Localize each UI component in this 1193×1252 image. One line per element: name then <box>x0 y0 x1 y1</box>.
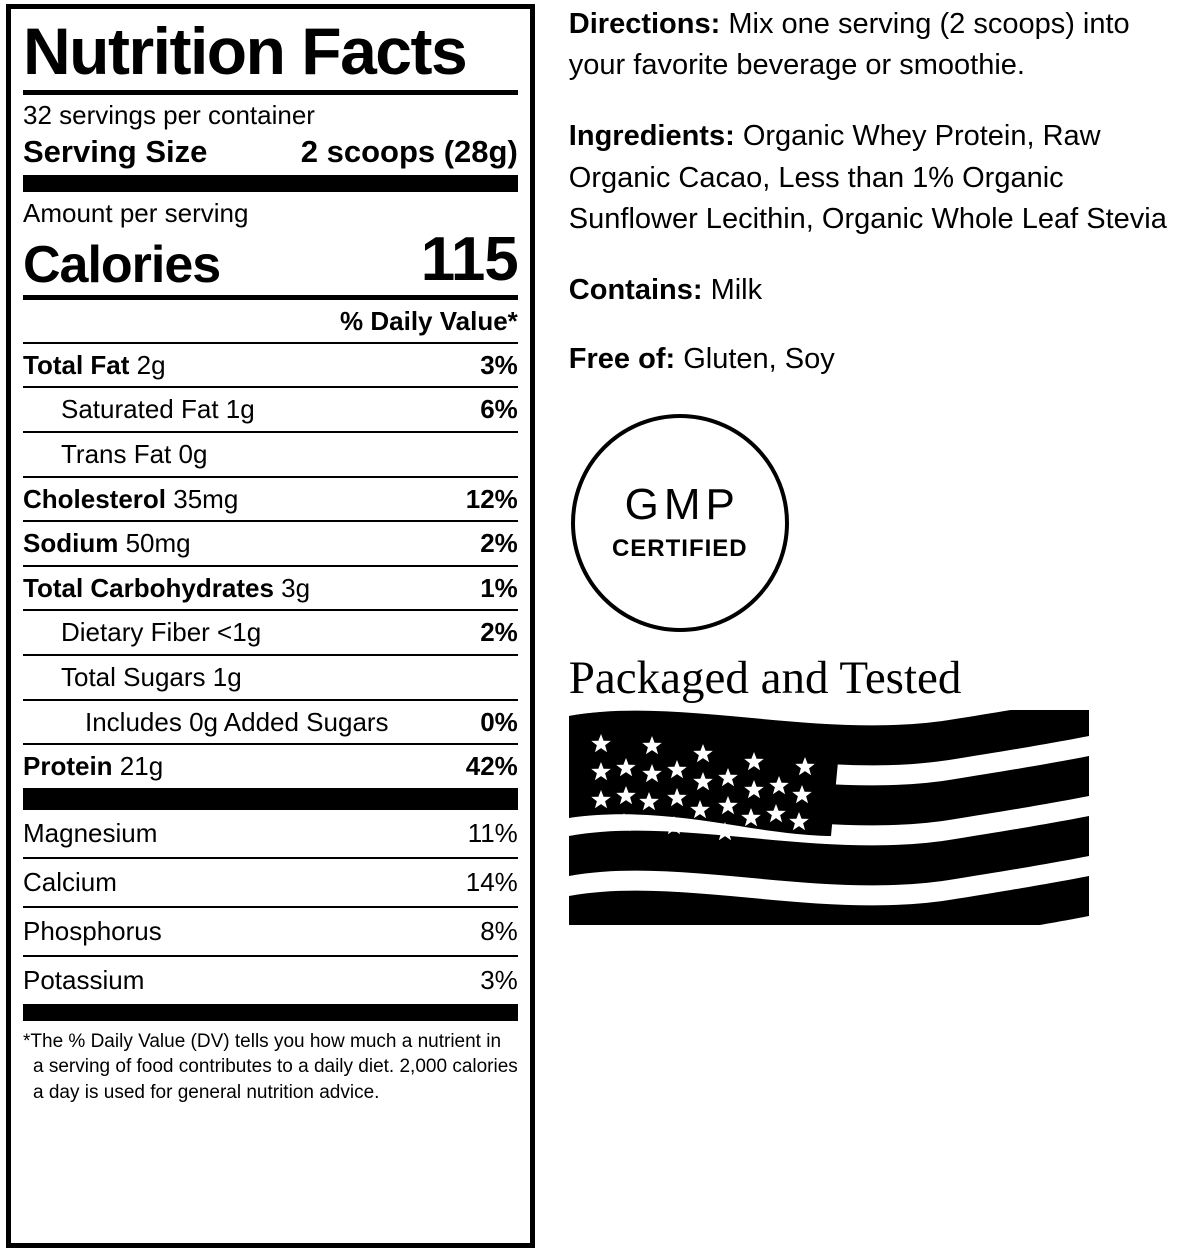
ingredients-text: Organic Whey Protein, Raw Organic Cacao, Less than 1% Organic Sunflower Lecithin, Organic Whole Leaf Stevia <box>568 120 1167 235</box>
mineral-row <box>23 906 518 955</box>
usa-flag-graphic <box>569 710 1089 925</box>
nutrient-label <box>23 529 470 558</box>
gmp-certified-badge <box>571 414 789 632</box>
footnote <box>23 1021 518 1106</box>
nutrient-rows <box>23 342 518 788</box>
nutrient-label <box>23 752 456 781</box>
mineral-name: Phosphorus <box>23 915 162 946</box>
nutrient-name: Total Fat <box>23 349 130 380</box>
nutrient-amount: 35mg <box>166 483 239 514</box>
nutrient-amount: 50mg <box>118 528 191 559</box>
mineral-name: Calcium <box>23 866 117 897</box>
mineral-daily-value: 3% <box>480 964 518 995</box>
nutrient-daily-value: 1% <box>480 572 518 603</box>
nutrient-daily-value: 2% <box>480 617 518 648</box>
nutrient-label <box>23 618 470 647</box>
nutrient-amount: 2g <box>129 349 166 380</box>
nutrient-amount: 3g <box>273 572 311 603</box>
calories-row <box>23 224 518 295</box>
contains-label: Contains: <box>568 273 703 306</box>
nutrient-amount: 1g <box>218 394 255 425</box>
nutrient-daily-value: 0% <box>480 706 518 737</box>
calories-value: 115 <box>420 224 518 294</box>
nutrient-row <box>23 699 518 744</box>
nutrition-facts-title: Nutrition Facts <box>23 14 467 88</box>
gmp-badge-wrapper <box>571 414 1191 632</box>
free-of-text: Gluten, Soy <box>675 343 835 376</box>
nutrient-amount: 0g <box>171 438 208 469</box>
contains-paragraph <box>569 270 1191 311</box>
nutrient-label <box>23 708 470 737</box>
nutrient-row <box>23 476 518 521</box>
nutrient-row <box>23 520 518 565</box>
nutrient-label <box>23 574 470 603</box>
divider-thick-top <box>23 175 518 192</box>
serving-size-row <box>23 132 518 175</box>
nutrient-row <box>23 342 518 387</box>
nutrient-label <box>23 485 456 514</box>
nutrient-daily-value: 42% <box>465 751 518 782</box>
nutrient-daily-value: 12% <box>465 483 518 514</box>
servings-per-container: 32 servings per container <box>23 100 315 131</box>
footnote-line-3: a day is used for general nutrition advice. <box>33 1082 380 1104</box>
footnote-line-2: a serving of food contributes to a daily diet. 2,000 calories <box>33 1056 518 1078</box>
nutrient-daily-value: 3% <box>480 349 518 380</box>
mineral-row <box>23 810 518 857</box>
mineral-name: Potassium <box>23 964 145 995</box>
packaged-and-tested-title: Packaged and Tested <box>568 652 962 705</box>
amount-per-serving-label: Amount per serving <box>23 197 249 228</box>
serving-size-label: Serving Size <box>23 133 208 169</box>
nutrient-label <box>23 395 470 424</box>
directions-text: Mix one serving (2 scoops) into your favorite beverage or smoothie. <box>568 8 1130 82</box>
divider-thick-bottom <box>23 788 518 810</box>
serving-size-value: 2 scoops (28g) <box>300 133 518 169</box>
nutrient-name: Saturated Fat <box>61 394 219 425</box>
nutrition-facts-panel <box>6 4 535 1248</box>
nutrient-row <box>23 431 518 476</box>
nutrient-row <box>23 386 518 431</box>
nutrient-row <box>23 654 518 699</box>
nutrient-amount: <1g <box>209 617 262 648</box>
free-of-paragraph <box>569 339 1191 380</box>
directions-label: Directions: <box>568 8 721 40</box>
nutrient-name: Includes 0g Added Sugars <box>85 706 389 737</box>
mineral-daily-value: 11% <box>467 817 518 848</box>
nutrient-name: Trans Fat <box>61 438 172 469</box>
nutrient-name: Total Sugars <box>61 661 206 692</box>
nutrient-name: Cholesterol <box>23 483 167 514</box>
mineral-row <box>23 955 518 1004</box>
free-of-label: Free of: <box>568 343 676 376</box>
nutrient-daily-value: 6% <box>480 394 518 425</box>
nutrient-row <box>23 743 518 788</box>
nutrient-amount: 21g <box>112 751 164 782</box>
nutrient-row <box>23 565 518 610</box>
ingredients-paragraph <box>569 116 1191 240</box>
nutrient-name: Protein <box>23 751 113 782</box>
gmp-badge-title: GMP <box>624 480 740 530</box>
nutrient-name: Total Carbohydrates <box>23 572 274 603</box>
nutrient-label <box>23 351 470 380</box>
nutrient-name: Dietary Fiber <box>61 617 210 648</box>
nutrient-row <box>23 609 518 654</box>
directions-paragraph <box>569 4 1191 86</box>
nutrient-daily-value: 2% <box>480 528 518 559</box>
mineral-row <box>23 857 518 906</box>
nutrient-label <box>23 663 508 692</box>
footnote-line-1: *The % Daily Value (DV) tells you how much a nutrient in <box>23 1030 502 1052</box>
mineral-daily-value: 8% <box>480 915 518 946</box>
nutrient-label <box>23 440 508 469</box>
nutrient-amount: 1g <box>205 661 242 692</box>
ingredients-label: Ingredients: <box>568 120 735 153</box>
gmp-badge-subtitle: CERTIFIED <box>611 535 748 563</box>
daily-value-header: % Daily Value* <box>340 305 518 336</box>
mineral-daily-value: 14% <box>465 866 518 897</box>
mineral-rows <box>23 810 518 1004</box>
nutrient-name: Sodium <box>23 528 119 559</box>
calories-label: Calories <box>23 235 221 294</box>
contains-text: Milk <box>702 273 763 306</box>
divider-thick-footnote <box>23 1004 518 1021</box>
product-info-column <box>535 0 1193 1252</box>
mineral-name: Magnesium <box>23 817 158 848</box>
